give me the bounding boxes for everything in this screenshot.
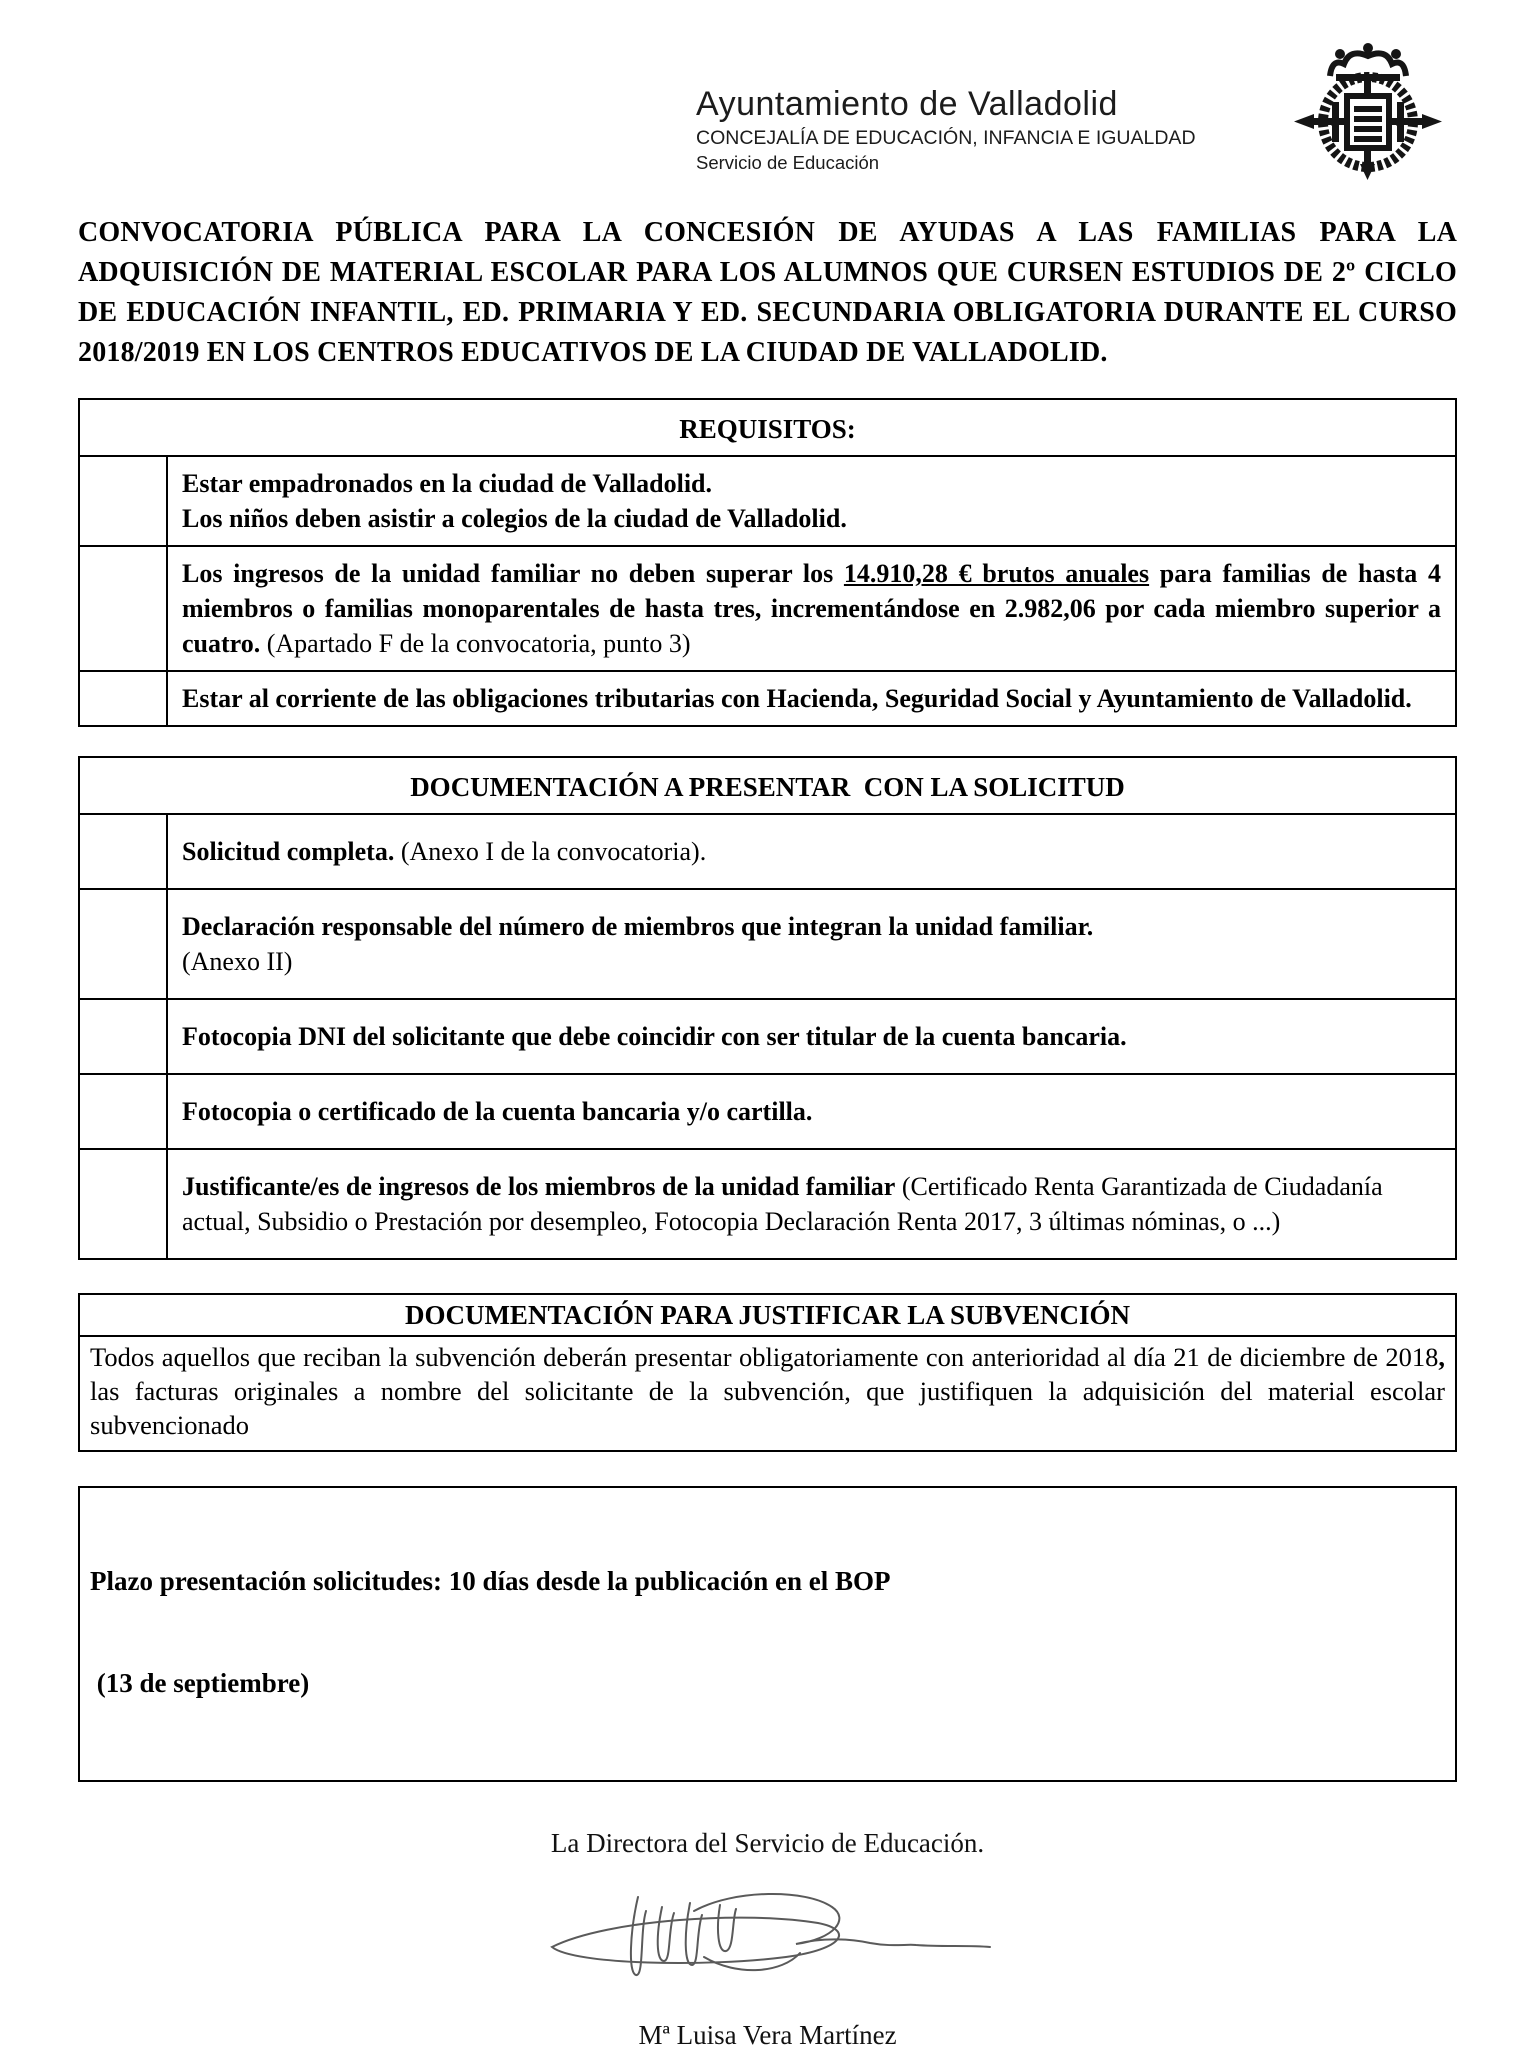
director-role-line: La Directora del Servicio de Educación. xyxy=(550,1828,985,1858)
check-cell xyxy=(79,889,167,999)
table-row xyxy=(79,456,1456,546)
check-cell xyxy=(79,814,167,889)
letterhead xyxy=(696,84,1196,174)
doc-solicitud-completa xyxy=(167,814,1456,889)
requisito-line: Los niños deben asistir a colegios de la ciudad de Valladolid. xyxy=(182,504,847,533)
table-row xyxy=(79,671,1456,726)
doc-fotocopia-cuenta: Fotocopia o certificado de la cuenta bancaria y/o cartilla. xyxy=(167,1074,1456,1149)
table-row xyxy=(79,814,1456,889)
plazo-box xyxy=(78,1486,1457,1782)
doc-text-note: (Anexo I de la convocatoria). xyxy=(394,837,707,866)
department-name: CONCEJALÍA DE EDUCACIÓN, INFANCIA E IGUALDAD xyxy=(696,127,1196,150)
check-cell xyxy=(79,1149,167,1259)
signature-image xyxy=(78,1881,1457,2006)
valladolid-coat-of-arms-icon xyxy=(1292,44,1444,182)
doc-text-note: (Anexo II) xyxy=(182,947,293,976)
document-body xyxy=(78,213,1457,2051)
documentacion-solicitud-table xyxy=(78,756,1457,1260)
document-title: CONVOCATORIA PÚBLICA PARA LA CONCESIÓN DE AYUDAS A LAS FAMILIAS PARA LA ADQUISICIÓN DE MATERIAL ESCOLAR PARA LOS ALUMNOS QUE CURSEN ESTUDIOS DE 2º CICLO DE EDUCACIÓN INFANTIL, ED. PRIMARIA Y ED. SECUNDARIA OBLIGATORIA DURANTE EL CURSO 2018/2019 EN LOS CENTROS EDUCATIVOS DE LA CIUDAD DE VALLADOLID. xyxy=(78,217,1457,368)
justificar-text-segment: Todos aquellos que reciban la subvención deberán presentar obligatoriamente con anterioridad al día 21 de diciembre de 2018 xyxy=(90,1342,1439,1372)
service-name: Servicio de Educación xyxy=(696,152,880,174)
doc-fotocopia-dni: Fotocopia DNI del solicitante que debe coincidir con ser titular de la cuenta bancaria. xyxy=(167,999,1456,1074)
justificar-header-row xyxy=(79,1294,1456,1336)
check-cell xyxy=(79,1074,167,1149)
justificar-text-segment: las facturas originales a nombre del solicitante de la subvención, que justifiquen la adquisición del material escolar subvencionado xyxy=(90,1376,1445,1440)
doc-declaracion-responsable xyxy=(167,889,1456,999)
income-threshold-value: 14.910,28 € brutos anuales xyxy=(843,559,1150,588)
requisitos-table xyxy=(78,398,1457,727)
requisito-obligaciones: Estar al corriente de las obligaciones tributarias con Hacienda, Seguridad Social y Ayuntamiento de Valladolid. xyxy=(167,671,1456,726)
table-row xyxy=(79,546,1456,671)
doc-text-bold: Justificante/es de ingresos de los miembros de la unidad familiar xyxy=(182,1172,896,1201)
check-cell xyxy=(79,671,167,726)
signer-name: Mª Luisa Vera Martínez xyxy=(638,2020,897,2050)
requisito-empadronamiento xyxy=(167,456,1456,546)
check-cell xyxy=(79,999,167,1074)
doc-text-note: (Certificado Renta Garantizada de Ciudadanía actual, Subsidio o Prestación por desempleo, Fotocopia Declaración Renta 2017, 3 últimas nóminas, o ...) xyxy=(182,1172,1383,1236)
table-row xyxy=(79,889,1456,999)
documentacion-justificar-table xyxy=(78,1293,1457,1452)
table-row xyxy=(79,999,1456,1074)
doc-text-bold: Declaración responsable del número de miembros que integran la unidad familiar. xyxy=(182,912,1094,941)
requisitos-header-row xyxy=(79,399,1456,456)
documentacion-solicitud-title: DOCUMENTACIÓN A PRESENTAR CON LA SOLICITUD xyxy=(79,757,1456,814)
table-row xyxy=(79,1074,1456,1149)
requisito-ingresos xyxy=(167,546,1456,671)
requisito-text-note: (Apartado F de la convocatoria, punto 3) xyxy=(260,629,691,658)
requisitos-title: REQUISITOS: xyxy=(79,399,1456,456)
requisito-text-segment: para familias de hasta 4 miembros o familias monoparentales de hasta tres, incrementándose en 2.982,06 por cada miembro superior a cuatro. xyxy=(182,559,1441,658)
org-name: Ayuntamiento de Valladolid xyxy=(696,85,1118,123)
table-row xyxy=(79,1336,1456,1451)
justificar-text-segment: , xyxy=(1438,1342,1445,1372)
documentacion-justificar-title: DOCUMENTACIÓN PARA JUSTIFICAR LA SUBVENCIÓN xyxy=(79,1294,1456,1336)
documentacion-header-row xyxy=(79,757,1456,814)
check-cell xyxy=(79,546,167,671)
justificar-body xyxy=(79,1336,1456,1451)
doc-justificante-ingresos xyxy=(167,1149,1456,1259)
plazo-line: (13 de septiembre) xyxy=(90,1668,310,1698)
table-row xyxy=(79,1149,1456,1259)
requisito-text-segment: Los ingresos de la unidad familiar no deben superar los xyxy=(182,559,844,588)
handwritten-signature-icon xyxy=(538,1881,998,2001)
plazo-line: Plazo presentación solicitudes: 10 días desde la publicación en el BOP xyxy=(90,1566,891,1596)
doc-text-bold: Solicitud completa. xyxy=(182,837,395,866)
requisito-line: Estar empadronados en la ciudad de Valladolid. xyxy=(182,469,713,498)
check-cell xyxy=(79,456,167,546)
